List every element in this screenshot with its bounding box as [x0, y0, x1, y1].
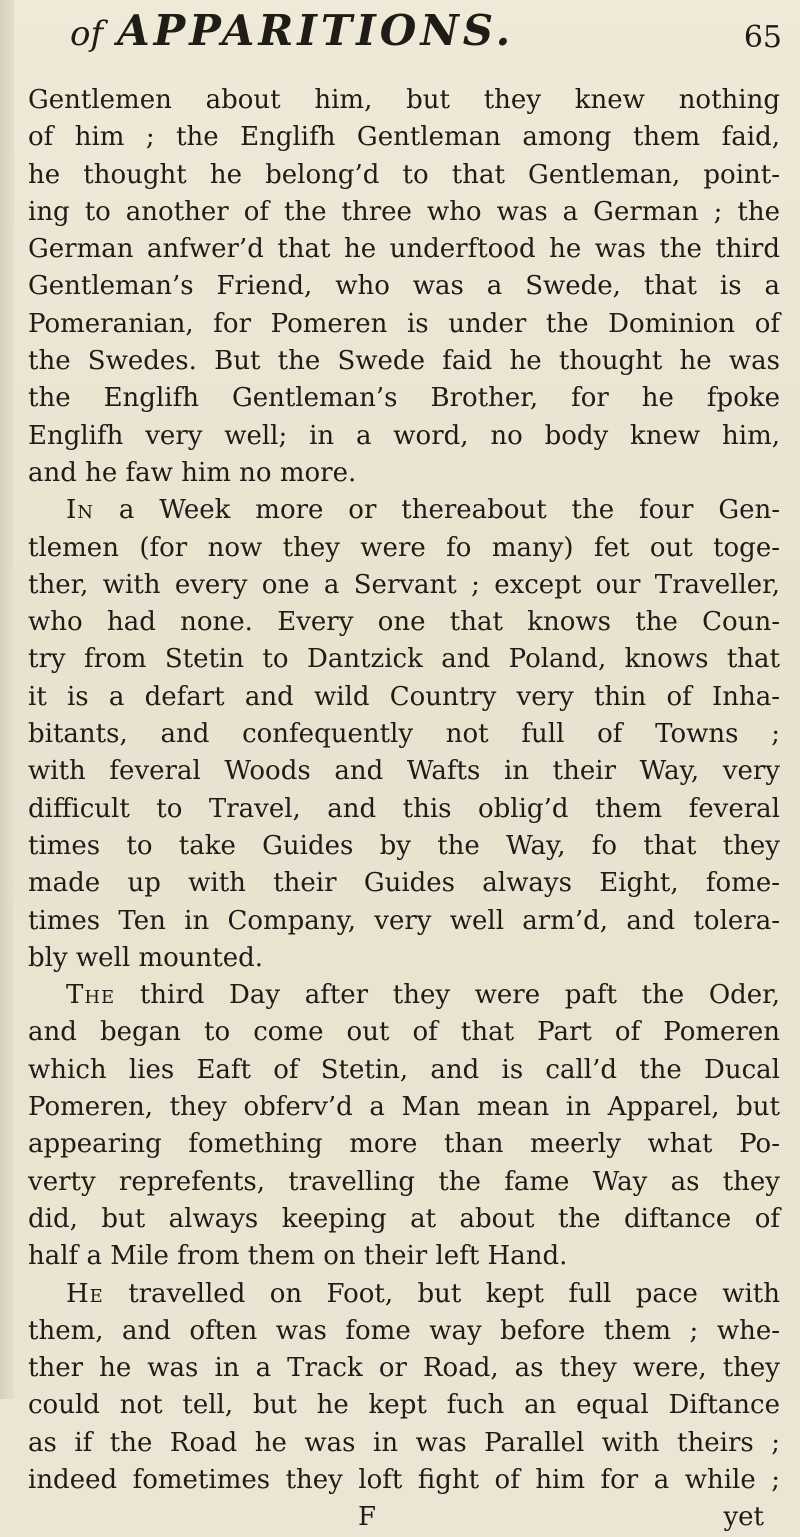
text-line: difficult to Travel, and this oblig’d them feveral — [28, 793, 780, 824]
text-line: German anfwer’d that he underftood he was the third — [28, 234, 780, 265]
text-line: bitants, and confequently not full of Towns ; — [28, 719, 780, 750]
paragraph-opener: The — [66, 980, 116, 1011]
text-line: bly well mounted. — [28, 942, 263, 973]
text-line: with feveral Woods and Wafts in their Way, very — [28, 756, 780, 787]
text-line: of him ; the Englifh Gentleman among them faid, — [28, 122, 780, 153]
text-line: and began to come out of that Part of Pomeren — [28, 1017, 780, 1048]
paragraph-start-line — [28, 1276, 780, 1313]
text-line: which lies Eaft of Stetin, and is call’d the Ducal — [28, 1054, 780, 1085]
running-head-prefix: of — [70, 14, 104, 54]
line-text: third Day after they were paft the Oder, — [139, 980, 780, 1011]
page-number: 65 — [743, 20, 782, 55]
text-line: the Englifh Gentleman’s Brother, for he fpoke — [28, 383, 780, 414]
text-line: who had none. Every one that knows the Coun- — [28, 607, 780, 638]
text-line: Gentlemen about him, but they knew nothing — [28, 85, 780, 115]
text-line: he thought he belong’d to that Gentleman, point- — [28, 159, 780, 190]
text-line: the Swedes. But the Swede faid he thought he was — [28, 346, 780, 377]
text-line: appearing fomething more than meerly what Po- — [28, 1129, 780, 1160]
paragraph-opener: In — [66, 495, 95, 526]
text-line: ther he was in a Track or Road, as they were, they — [28, 1353, 780, 1384]
line-text: travelled on Foot, but kept full pace with — [128, 1278, 780, 1309]
text-line: half a Mile from them on their left Hand. — [28, 1241, 568, 1272]
text-line: tlemen (for now they were fo many) fet out toge- — [28, 532, 780, 563]
running-head-title: APPARITIONS. — [117, 6, 515, 55]
text-line: did, but always keeping at about the diftance of — [28, 1203, 780, 1234]
text-line: as if the Road he was in was Parallel with theirs ; — [28, 1427, 780, 1458]
text-line: made up with their Guides always Eight, fome- — [28, 868, 780, 899]
text-line: it is a defart and wild Country very thin of Inha- — [28, 681, 780, 712]
binding-gutter — [0, 0, 14, 1399]
text-line: and he faw him no more. — [28, 457, 357, 488]
text-line: ing to another of the three who was a German ; the — [28, 196, 780, 227]
body-text — [28, 82, 780, 1537]
signature-mark: F — [358, 1502, 377, 1533]
text-line: Gentleman’s Friend, who was a Swede, that is a — [28, 271, 780, 302]
page-header — [70, 6, 790, 76]
paragraph-start-line — [28, 977, 780, 1014]
text-line: Pomeren, they obferv’d a Man mean in Apparel, but — [28, 1092, 780, 1123]
paragraph-start-line — [28, 492, 780, 529]
text-line: ther, with every one a Servant ; except our Traveller, — [28, 569, 780, 600]
paragraph-opener: He — [66, 1278, 104, 1309]
text-line: Englifh very well; in a word, no body knew him, — [28, 420, 780, 451]
text-line: Pomeranian, for Pomeren is under the Dominion of — [28, 308, 780, 339]
text-line: times Ten in Company, very well arm’d, and tolera- — [28, 905, 780, 936]
line-text: a Week more or thereabout the four Gen- — [118, 495, 781, 526]
catchword: yet — [723, 1502, 764, 1533]
text-line: them, and often was fome way before them ; whe- — [28, 1315, 780, 1346]
text-line: times to take Guides by the Way, fo that they — [28, 830, 780, 861]
running-head — [70, 6, 514, 55]
text-line: could not tell, but he kept fuch an equal Diftance — [28, 1390, 780, 1421]
text-line: try from Stetin to Dantzick and Poland, knows that — [28, 644, 780, 675]
text-line: verty reprefents, travelling the fame Way as they — [28, 1166, 780, 1197]
page-footer — [28, 1499, 780, 1536]
text-line: indeed fometimes they loft fight of him for a while ; — [28, 1464, 780, 1495]
